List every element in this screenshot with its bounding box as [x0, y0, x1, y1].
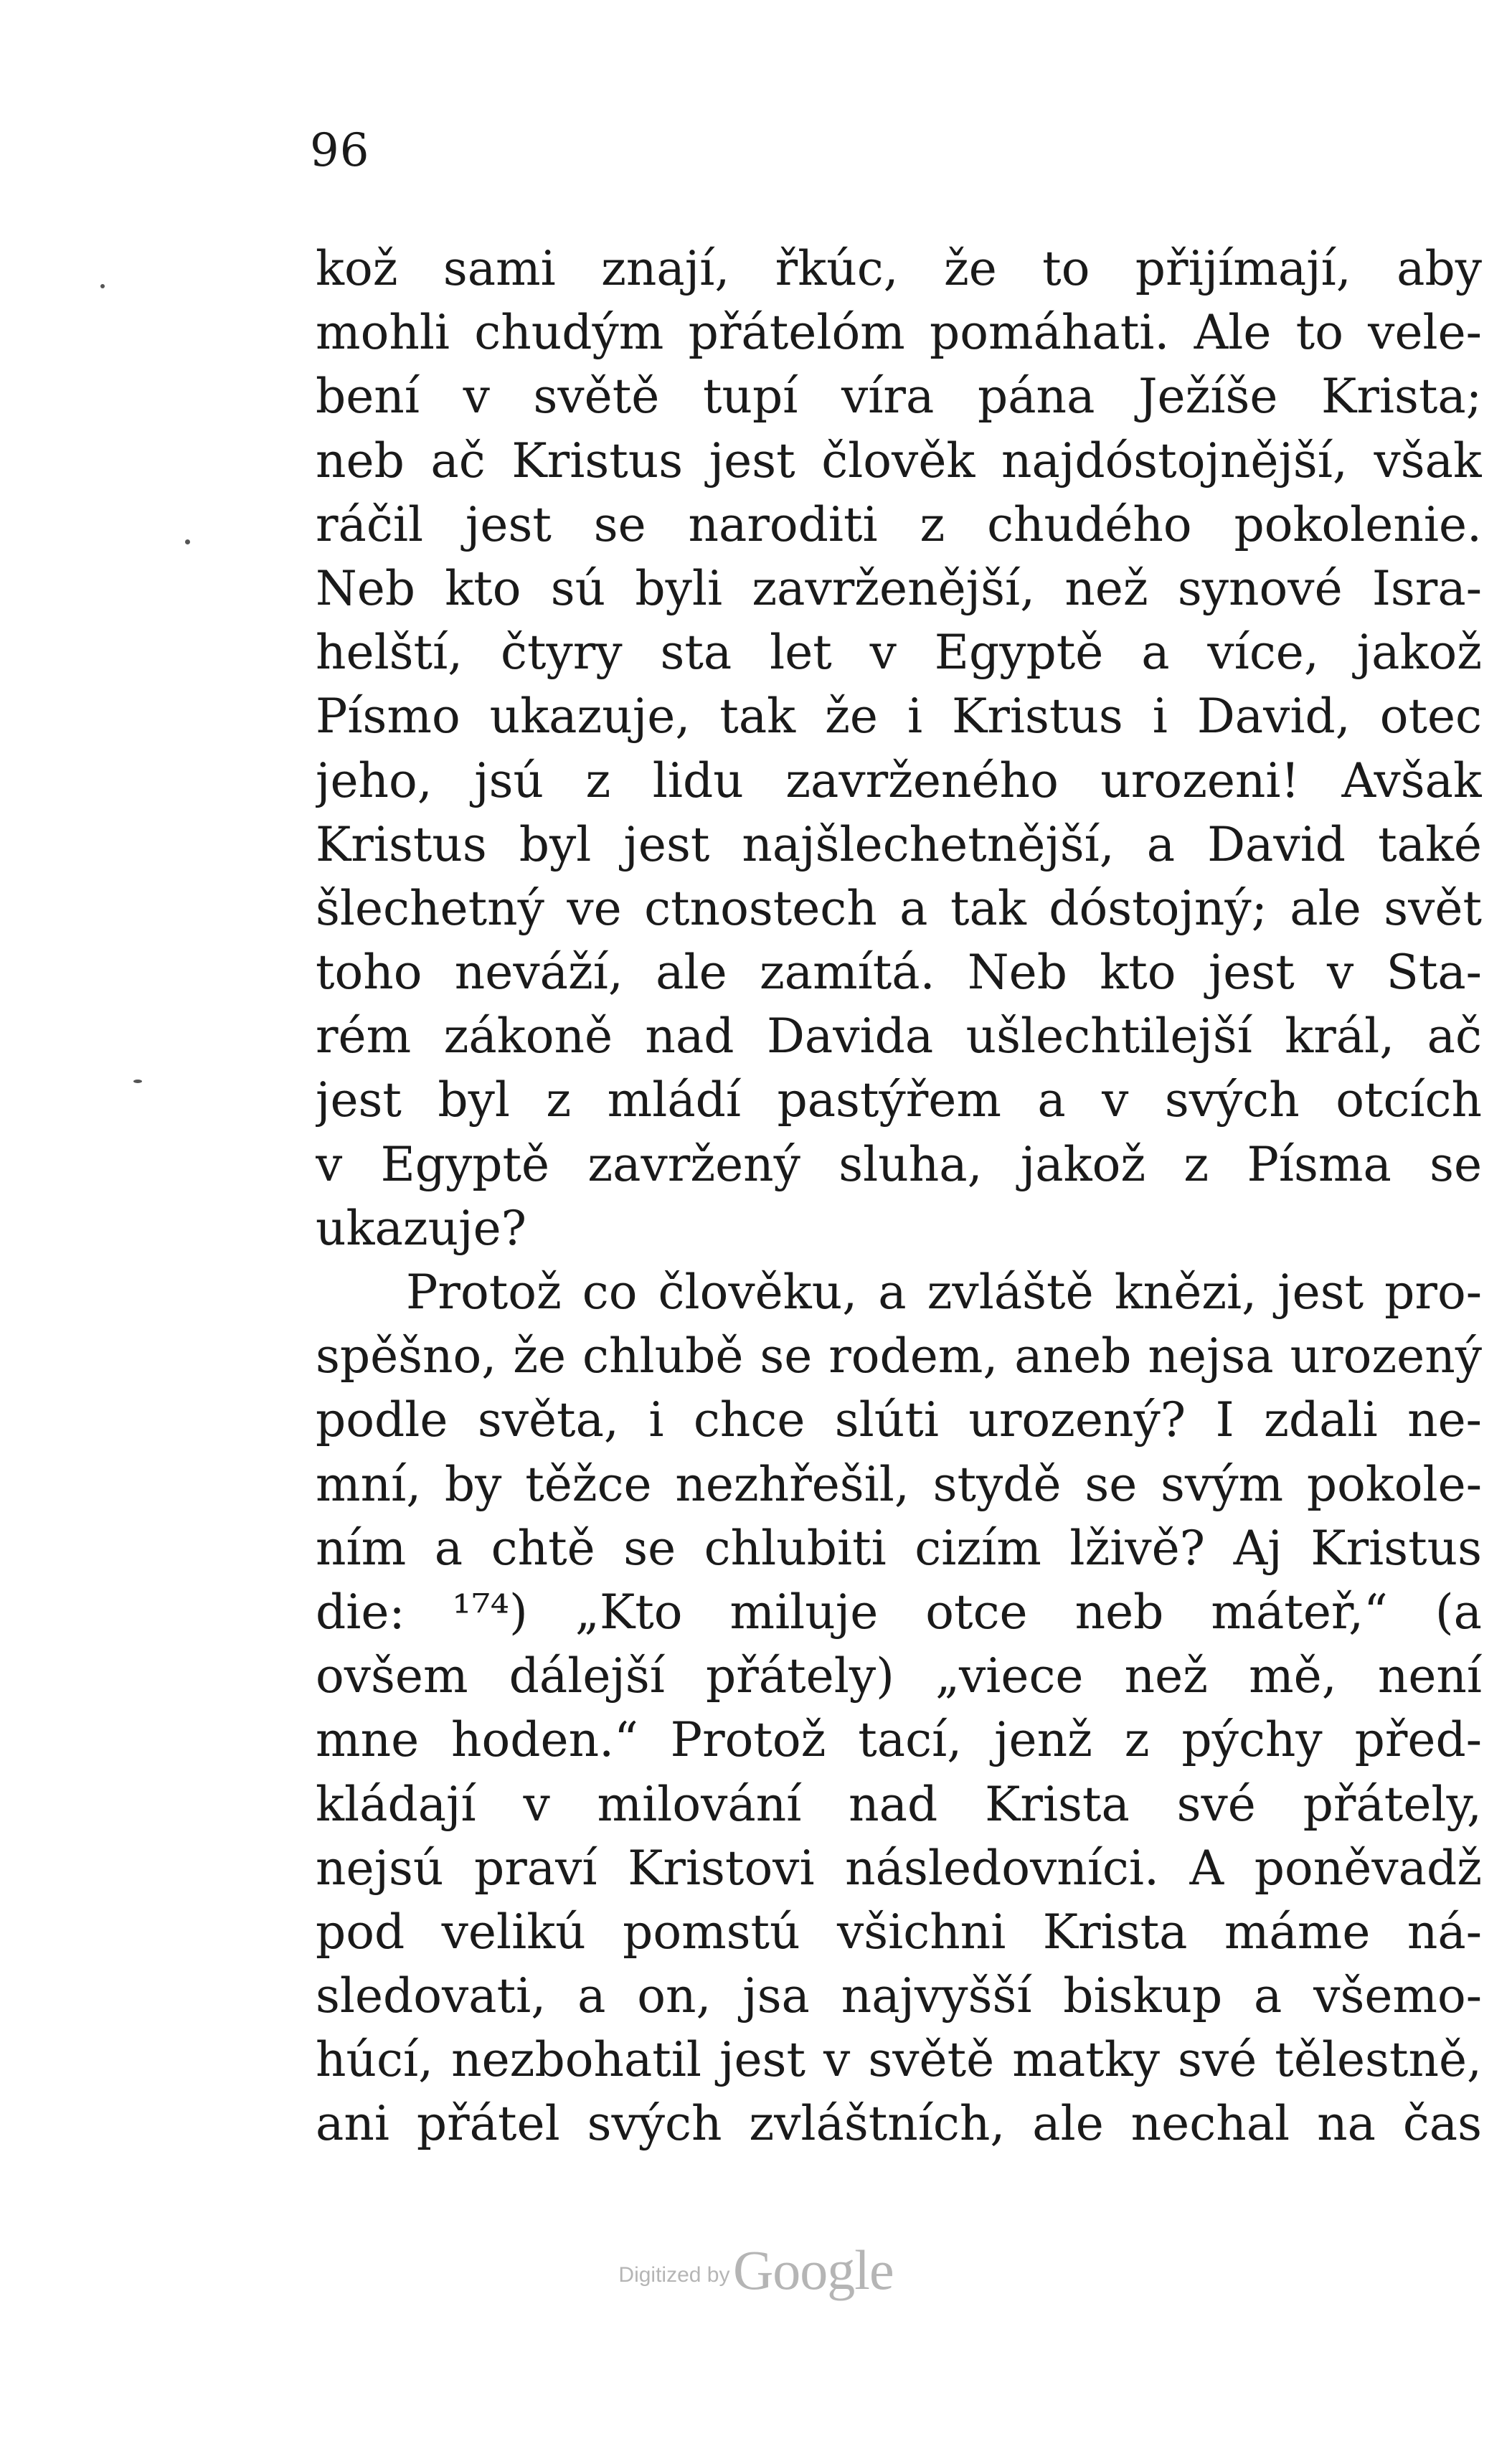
text-line: ráčil jest se naroditi z chudého pokolenie. [316, 496, 1482, 552]
text-line: Protož co člověku, a zvláště knězi, jest pro- [406, 1265, 1482, 1320]
digitized-by-label: Digitized by [618, 2263, 730, 2287]
text-line: mní, by těžce nezhřešil, stydě se svým pokole- [316, 1456, 1482, 1512]
text-line: podle světa, i chce slúti urozený? I zdali ne- [316, 1392, 1482, 1448]
text-line: toho neváží, ale zamítá. Neb kto jest v Sta- [316, 945, 1482, 1001]
margin-speck [133, 1080, 142, 1083]
text-line: húcí, nezbohatil jest v světě matky své tělestně, [316, 2032, 1482, 2088]
text-line: mohli chudým přátelóm pomáhati. Ale to vele- [316, 305, 1482, 361]
text-line: Písmo ukazuje, tak že i Kristus i David, otec [316, 689, 1482, 745]
google-logo: Google [732, 2239, 894, 2301]
text-line: kož sami znají, řkúc, že to přijímají, aby [316, 241, 1482, 296]
text-line: helští, čtyry sta let v Egyptě a více, jakož [316, 625, 1482, 681]
text-line: v Egyptě zavržený sluha, jakož z Písma se [316, 1136, 1482, 1192]
text-line: bení v světě tupí víra pána Ježíše Krista; [316, 369, 1482, 425]
text-line: ním a chtě se chlubiti cizím lživě? Aj Kristus [316, 1520, 1482, 1576]
margin-speck [100, 284, 105, 288]
text-line: jeho, jsú z lidu zavrženého urozeni! Avšak [316, 752, 1482, 808]
text-line: die: ¹⁷⁴) „Kto miluje otce neb máteř,“ (a [316, 1584, 1482, 1640]
text-line: spěšno, že chlubě se rodem, aneb nejsa urozený [316, 1328, 1482, 1384]
text-line: nejsú praví Kristovi následovníci. A poněvadž [316, 1840, 1482, 1896]
text-line: pod velikú pomstú všichni Krista máme ná- [316, 1904, 1482, 1960]
text-line: sledovati, a on, jsa najvyšší biskup a všemo- [316, 1968, 1482, 2024]
text-line: ukazuje? [316, 1200, 527, 1256]
text-line: Neb kto sú byli zavrženější, než synové Isra- [316, 560, 1482, 616]
text-line: rém zákoně nad Davida ušlechtilejší král, ač [316, 1009, 1482, 1064]
digitization-watermark [0, 2238, 1512, 2303]
text-line: Kristus byl jest najšlechetnější, a David také [316, 816, 1482, 872]
text-line: šlechetný ve ctnostech a tak dóstojný; ale svět [316, 880, 1482, 936]
text-line: jest byl z mládí pastýřem a v svých otcích [316, 1072, 1482, 1128]
text-line: ovšem dálejší přátely) „viece než mě, není [316, 1648, 1482, 1704]
body-text [316, 237, 1482, 2156]
text-line: neb ač Kristus jest člověk najdóstojnější, však [316, 433, 1482, 488]
page-number: 96 [310, 124, 370, 177]
text-line: ani přátel svých zvláštních, ale nechal na čas [316, 2096, 1482, 2152]
margin-speck [185, 539, 190, 544]
text-line: kládají v milování nad Krista své přátely, [316, 1776, 1482, 1832]
text-line: mne hoden.“ Protož tací, jenž z pýchy před- [316, 1712, 1482, 1768]
